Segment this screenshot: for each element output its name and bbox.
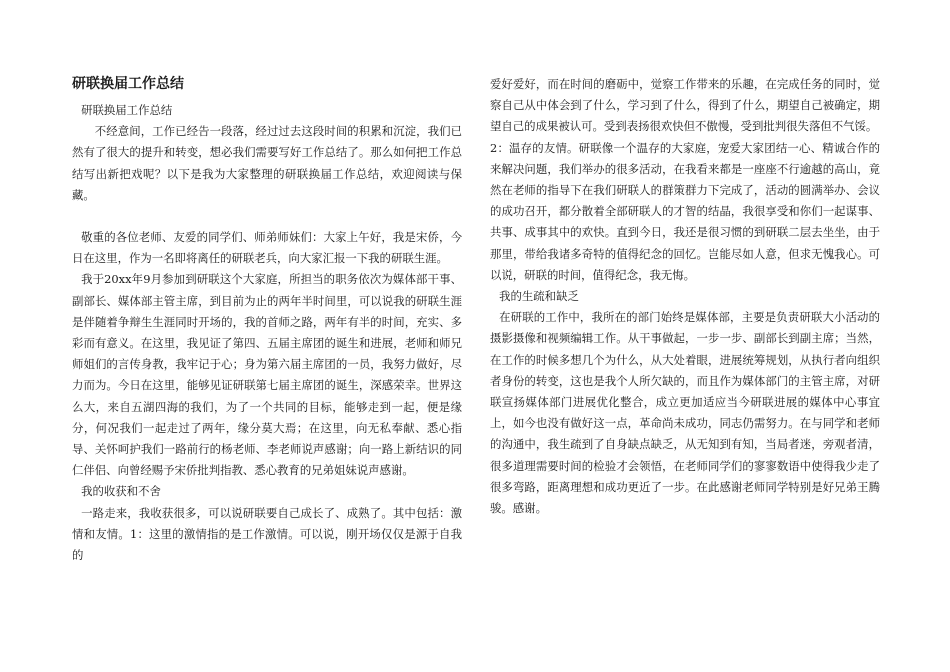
gains-paragraph: 一路走来，我收获很多，可以说研联要自己成长了、成熟了。其中包括：激情和友情。1：这里的激情指的是工作激情。可以说，刚开场仅仅是源于自我的 — [72, 505, 462, 563]
document-title: 研联换届工作总结 — [72, 76, 184, 92]
career-paragraph: 我于20xx年9月参加到研联这个大家庭，所担当的职务依次为媒体部干事、副部长、媒体部主管主席，到目前为止的两年半时间里，可以说我的研联生涯是伴随着争辩生生涯同时开场的，我的首师之路，两年有半的时间，充实、多彩而有意义。在这里，我见证了第四、五届主席团的诞生和进展，老师和师兄师姐们的言传身教，我牢记于心；身为第六届主席团的一员，我努力做好，尽力而为。今日在这里，能够见证研联第七届主席团的诞生，深感荣幸。世界这么大，来自五湖四海的我们，为了一个共同的目标，能够走到一起，便是缘分，何况我们一起走过了两年，缘分莫大焉；在这里，向无私奉献、悉心指导、关怀呵护我们一路前行的杨老师、李老师说声感谢；向一路上新结识的同仁伴侣、向曾经赐予宋侨批判指教、悉心教育的兄弟姐妹说声感谢。 — [72, 272, 462, 478]
friendship-paragraph: 2：温存的友情。研联像一个温存的大家庭，宠爱大家团结一心、精诚合作的来解决问题，我们举办的很多活动，在我看来都是一座座不行逾越的高山，竟然在老师的指导下在我们研联人的群策群力下完成了，活动的圆满举办、会议的成功召开，都分散着全部研联人的才智的结晶，我很享受和你们一起谋事、共事、成事其中的欢快。直到今日，我还是很习惯的到研联二层去坐坐，由于那里，带给我诸多奇特的值得纪念的回忆。岂能尽如人意，但求无愧我心。可以说，研联的时间，值得纪念，我无悔。 — [490, 140, 880, 282]
document-subtitle: 研联换届工作总结 — [81, 103, 173, 117]
paragraph-gap — [72, 206, 462, 227]
left-column — [72, 74, 462, 566]
right-column — [490, 74, 880, 519]
intro-paragraph: 不经意间，工作已经告一段落，经过过去这段时间的积累和沉淀，我们已然有了很大的提升和转变，想必我们需要写好工作总结了。那么如何把工作总结写出新把戏呢？以下是我为大家整理的研联换届工作总结，欢迎阅读与保藏。 — [72, 124, 462, 202]
gains-continued-paragraph: 爱好爱好，而在时间的磨砺中，觉察工作带来的乐趣，在完成任务的同时，觉察自己从中体会到了什么，学习到了什么，得到了什么，期望自己被确定，期望自己的成果被认可。受到表扬很欢快但不傲慢，受到批判很失落但不气馁。 — [490, 77, 880, 134]
section-heading-gains: 我的收获和不舍 — [81, 484, 161, 499]
greeting-paragraph: 敬重的各位老师、友爱的同学们、师弟师妹们：大家上午好，我是宋侨，今日在这里，作为一名即将离任的研联老兵，向大家汇报一下我的研联生涯。 — [72, 230, 462, 266]
shortcomings-paragraph: 在研联的工作中，我所在的部门始终是媒体部，主要是负责研联大小活动的摄影摄像和视频编辑工作。从干事做起，一步一步、副部长到副主席；当然，在工作的时候多想几个为什么，从大处着眼，进展统筹规划，从执行者向组织者身份的转变，这也是我个人所欠缺的，而且作为媒体部门的主管主席，对研联宣扬媒体部门进展优化整合，成立更加适应当今研联进展的媒体中心事宜上，如今也没有做好这一点，革命尚未成功，同志仍需努力。在与同学和老师的沟通中，我生疏到了自身缺点缺乏，从无知到有知，当局者迷，旁观者清，很多道理需要时间的检验才会领悟，在老师同学们的寥寥数语中使得我少走了很多弯路，距离理想和成功更近了一步。在此感谢老师同学特别是好兄弟王腾骏。感谢。 — [490, 310, 880, 516]
section-heading-shortcomings: 我的生疏和缺乏 — [499, 289, 579, 304]
